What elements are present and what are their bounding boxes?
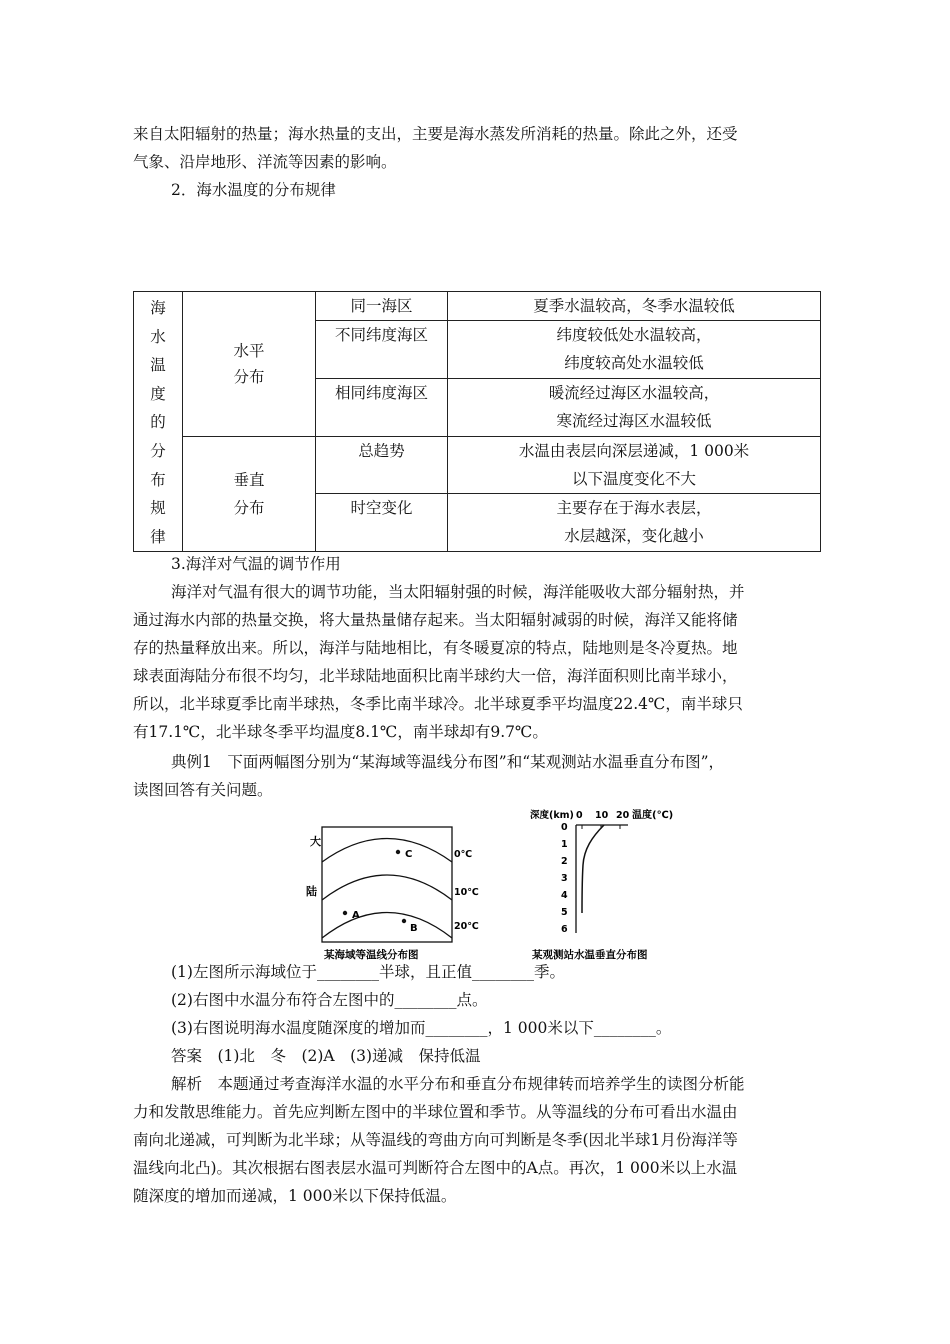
row-desc: 纬度较低处水温较高， 纬度较高处水温较低 — [448, 321, 821, 379]
analysis-line-4: 温线向北凸)。其次根据右图表层水温可判断符合左图中的A点。再次，1 000米以上水温 — [133, 1159, 738, 1177]
para3-line-3: 存的热量释放出来。所以，海洋与陆地相比，有冬暖夏凉的特点，陆地则是冬冷夏热。地 — [133, 639, 738, 657]
question-3: (3)右图说明海水温度随深度的增加而________，1 000米以下________。 — [171, 1019, 672, 1037]
y-tick-4: 4 — [561, 890, 568, 901]
analysis-line-5: 随深度的增加而递减，1 000米以下保持低温。 — [133, 1187, 457, 1205]
para3-line-5: 所以，北半球夏季比南半球热，冬季比南半球冷。北半球夏季平均温度22.4℃，南半球只 — [133, 695, 743, 713]
example-line-2: 读图回答有关问题。 — [133, 781, 273, 799]
isotherm-map-caption: 某海域等温线分布图 — [324, 949, 419, 961]
y-tick-6: 6 — [561, 924, 568, 935]
x-tick-10: 10 — [595, 810, 609, 821]
answer: 答案 (1)北 冬 (2)A (3)递减 保持低温 — [171, 1047, 481, 1065]
question-1: (1)左图所示海域位于________半球，且正值________季。 — [171, 963, 565, 981]
analysis-line-2: 力和发散思维能力。首先应判断左图中的半球位置和季节。从等温线的分布可看出水温由 — [133, 1103, 738, 1121]
table-vertical-title: 海 水 温 度 的 分 布 规 律 — [134, 292, 183, 552]
isotherm-label-0: 0℃ — [454, 849, 473, 860]
isotherm-map — [306, 827, 479, 961]
y-tick-3: 3 — [561, 873, 568, 884]
point-c-label: C — [405, 849, 413, 860]
land-label-1: 大 — [310, 835, 321, 848]
depth-axis-title: 深度(km) — [530, 810, 574, 821]
vertical-profile-chart — [530, 808, 673, 961]
point-a-label: A — [352, 910, 360, 921]
sea-temperature-table — [133, 291, 821, 552]
section-3-title: 3.海洋对气温的调节作用 — [171, 555, 341, 573]
y-tick-1: 1 — [561, 839, 568, 850]
row-type: 不同纬度海区 — [316, 321, 448, 379]
intro-line-2: 气象、沿岸地形、洋流等因素的影响。 — [133, 153, 397, 171]
question-2: (2)右图中水温分布符合左图中的________点。 — [171, 991, 488, 1009]
para3-line-2: 通过海水内部的热量交换，将大量热量储存起来。当太阳辐射减弱的时候，海洋又能将储 — [133, 611, 738, 629]
isotherm-label-10: 10℃ — [454, 887, 479, 898]
section-2-title: 2．海水温度的分布规律 — [171, 181, 336, 199]
isotherm-line-10 — [322, 875, 452, 900]
para3-line-1: 海洋对气温有很大的调节功能，当太阳辐射强的时候，海洋能吸收大部分辐射热，并 — [171, 583, 745, 601]
point-a-marker — [343, 911, 347, 915]
example-figures — [300, 805, 700, 965]
row-type: 总趋势 — [316, 437, 448, 494]
row-type: 相同纬度海区 — [316, 379, 448, 437]
intro-line-1: 来自太阳辐射的热量；海水热量的支出，主要是海水蒸发所消耗的热量。除此之外，还受 — [133, 125, 738, 143]
para3-line-4: 球表面海陆分布很不均匀，北半球陆地面积比南半球约大一倍，海洋面积则比南半球小， — [133, 667, 738, 685]
analysis-line-3: 南向北递减，可判断为北半球；从等温线的弯曲方向可判断是冬季(因北半球1月份海洋等 — [133, 1131, 738, 1149]
point-b-marker — [402, 919, 406, 923]
vertical-profile-caption: 某观测站水温垂直分布图 — [532, 949, 648, 961]
row-desc: 水温由表层向深层递减，1 000米 以下温度变化不大 — [448, 437, 821, 494]
y-tick-5: 5 — [561, 907, 568, 918]
group-label-horizontal: 水平 分布 — [183, 292, 316, 437]
y-tick-0: 0 — [561, 822, 568, 833]
row-type: 时空变化 — [316, 494, 448, 552]
group-label-vertical: 垂直 分布 — [183, 437, 316, 552]
isotherm-line-0 — [322, 839, 452, 863]
row-type: 同一海区 — [316, 292, 448, 321]
example-line-1: 典例1 下面两幅图分别为“某海域等温线分布图”和“某观测站水温垂直分布图”， — [171, 753, 725, 771]
row-desc: 夏季水温较高，冬季水温较低 — [448, 292, 821, 321]
row-desc: 暖流经过海区水温较高， 寒流经过海区水温较低 — [448, 379, 821, 437]
analysis-line-1: 解析 本题通过考查海洋水温的水平分布和垂直分布规律转而培养学生的读图分析能 — [171, 1075, 745, 1093]
temperature-profile-curve — [582, 825, 604, 913]
isotherm-label-20: 20℃ — [454, 921, 479, 932]
row-desc: 主要存在于海水表层， 水层越深，变化越小 — [448, 494, 821, 552]
para3-line-6: 有17.1℃，北半球冬季平均温度8.1℃，南半球却有9.7℃。 — [133, 723, 548, 741]
land-label-2: 陆 — [306, 885, 317, 898]
temperature-axis-title: 温度(℃) — [632, 810, 674, 821]
y-tick-2: 2 — [561, 856, 568, 867]
x-tick-20: 20 — [616, 810, 630, 821]
point-b-label: B — [410, 923, 418, 934]
x-tick-0: 0 — [576, 810, 583, 821]
isotherm-line-20 — [322, 913, 452, 939]
point-c-marker — [396, 850, 400, 854]
